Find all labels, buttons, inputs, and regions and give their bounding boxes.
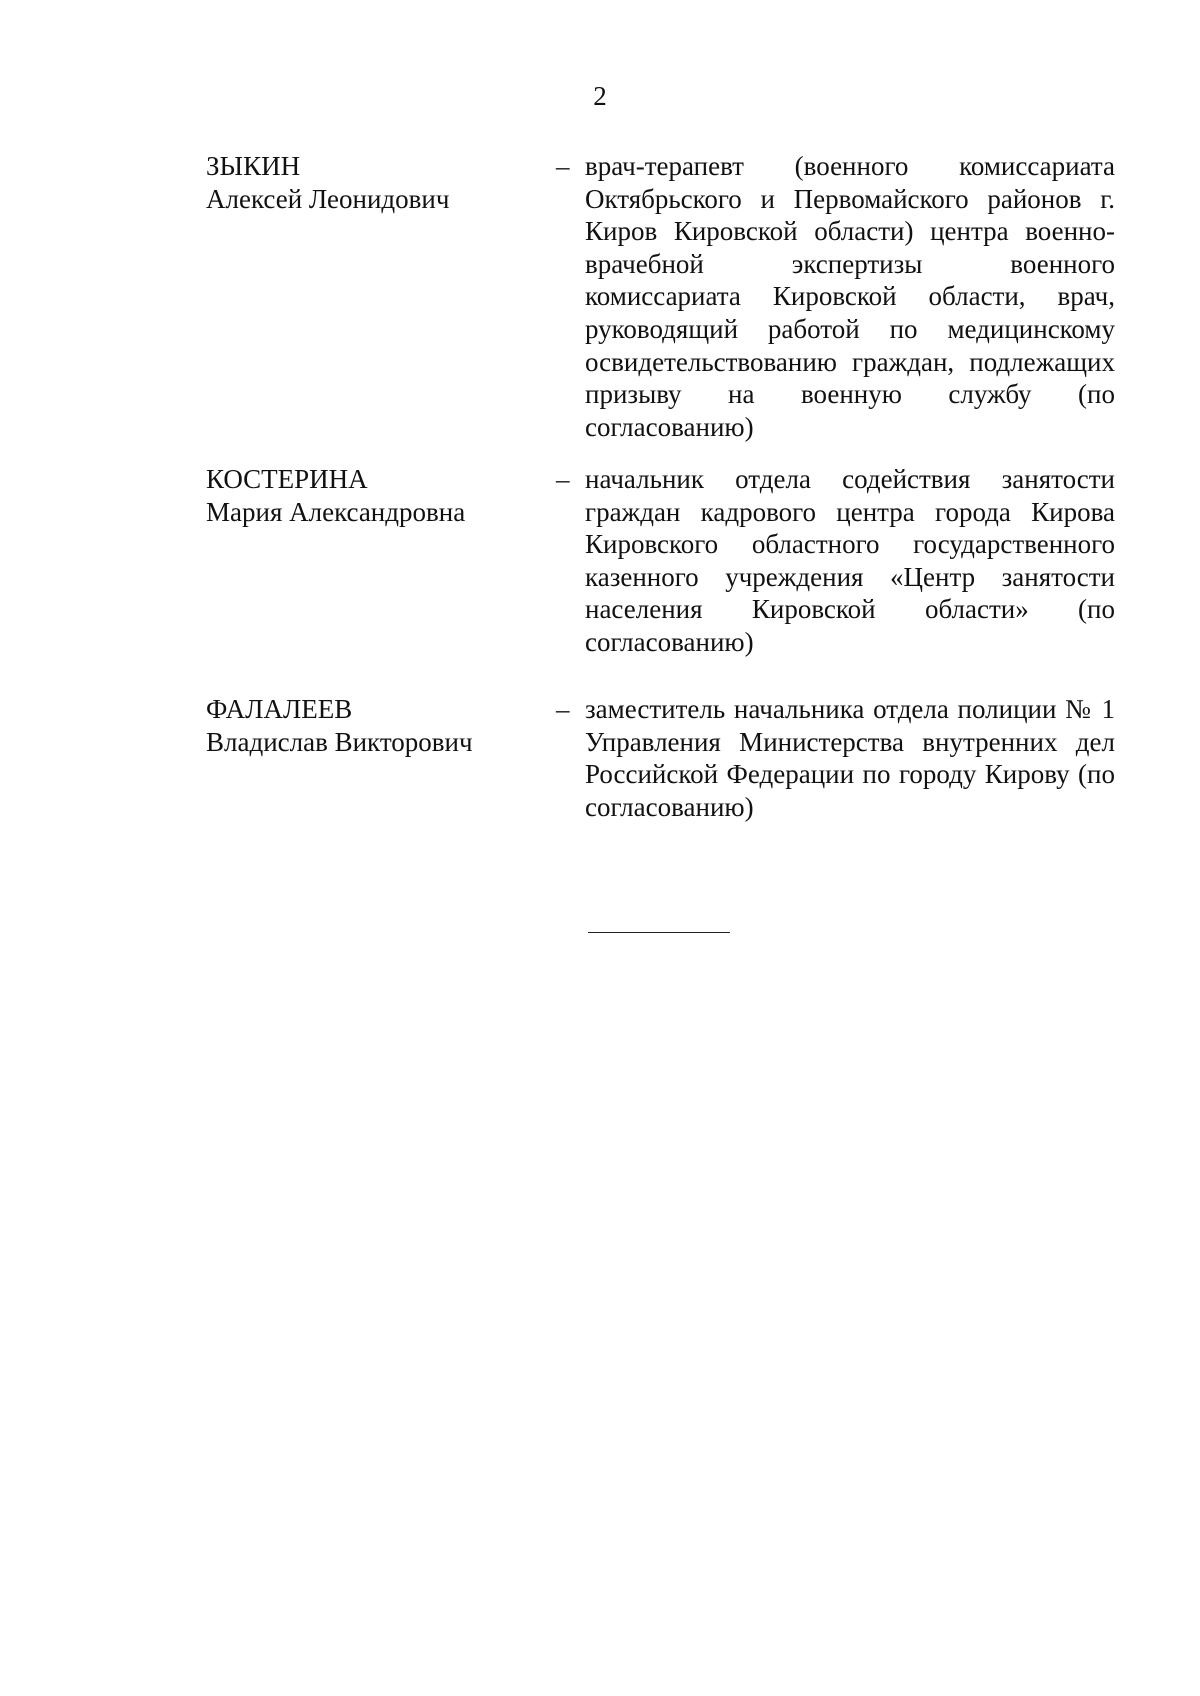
member-name-block <box>206 150 526 215</box>
member-role: врач-терапевт (военного комиссариата Октябрьского и Первомайского районов г. Киров Кировской области) центра военно-врачебной экспертизы военного комиссариата Кировской области, врач, руководящий работой по медицинскому освидетельствованию граждан, подлежащих призыву на военную службу (по согласованию) <box>585 151 1115 442</box>
member-given-names: Алексей Леонидович <box>206 183 450 214</box>
member-name-block <box>206 693 526 758</box>
page-number: 2 <box>593 81 607 111</box>
member-given-names: Мария Александровна <box>206 496 466 527</box>
member-surname: ЗЫКИН <box>206 151 301 181</box>
member-surname: ФАЛАЛЕЕВ <box>206 694 353 724</box>
member-given-names: Владислав Викторович <box>206 726 473 757</box>
member-name-block <box>206 463 526 528</box>
member-dash: – <box>556 694 570 724</box>
closing-line <box>588 932 730 933</box>
member-surname: КОСТЕРИНА <box>206 464 368 494</box>
member-dash: – <box>556 464 570 494</box>
member-role: заместитель начальника отдела полиции № 1 Управления Министерства внутренних дел Российской Федерации по городу Кирову (по согласованию) <box>585 694 1115 822</box>
member-role: начальник отдела содействия занятости граждан кадрового центра города Кирова Кировского областного государственного казенного учреждения «Центр занятости населения Кировской области» (по согласованию) <box>585 464 1115 657</box>
member-dash: – <box>556 151 570 181</box>
